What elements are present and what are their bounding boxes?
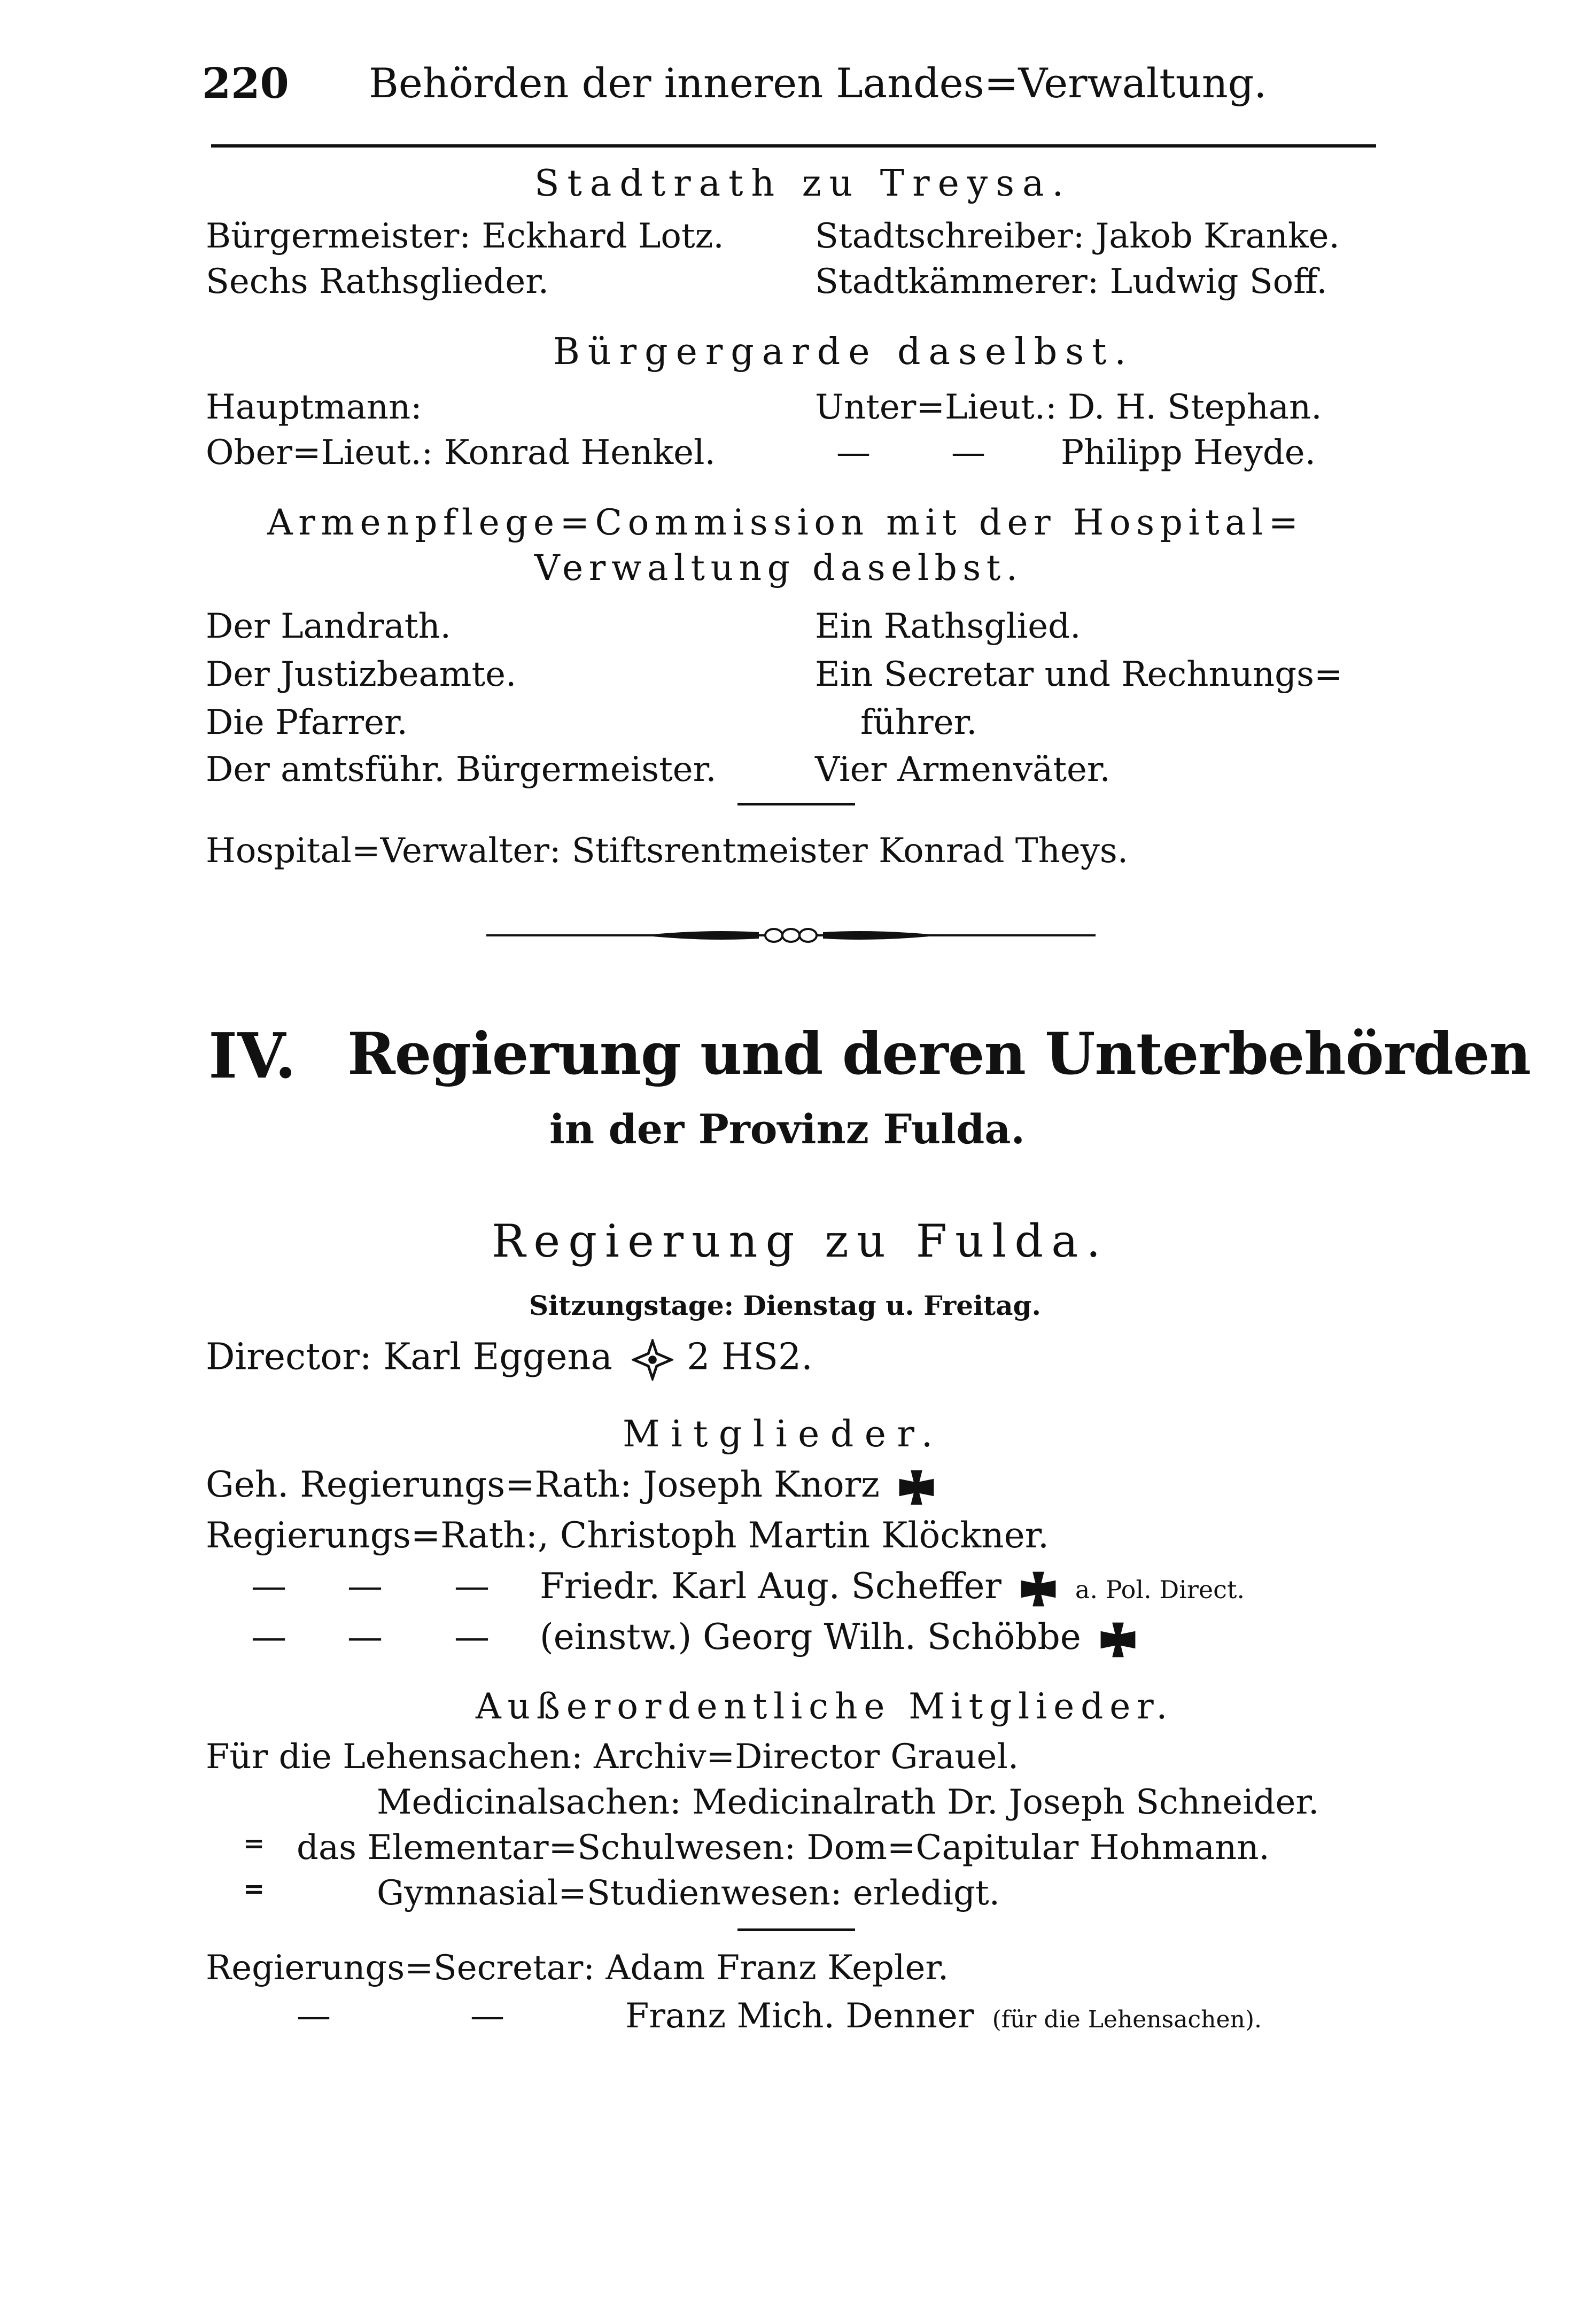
running-title: Behörden der inneren Landes=Verwaltung.	[369, 59, 1267, 107]
sitzungstage-line: Sitzungstage: Dienstag u. Freitag.	[529, 1290, 1041, 1321]
buergermeister-line: Bürgermeister: Eckhard Lotz.	[206, 216, 724, 256]
armenpflege-right-1: Ein Secretar und Rechnungs=	[815, 655, 1343, 694]
director-orders: 2 HS2.	[687, 1336, 813, 1378]
rathsglieder-line: Sechs Rathsglieder.	[206, 262, 549, 301]
scheffer-line	[540, 1566, 1245, 1608]
armenpflege-right-3: Vier Armenväter.	[815, 750, 1111, 789]
director-label: Director: Karl Eggena	[206, 1336, 612, 1378]
ditto-dash: —	[454, 1566, 490, 1607]
stadtkaemmerer-line: Stadtkämmerer: Ludwig Soff.	[815, 262, 1327, 301]
iron-cross-icon	[1019, 1570, 1058, 1608]
buergergarde-title: Bürgergarde daselbst.	[553, 331, 1134, 373]
gymnasial-line: Gymnasial=Studienwesen: erledigt.	[377, 1873, 1000, 1913]
ditto-dash: —	[251, 1616, 286, 1657]
regierungsrath-line: Regierungs=Rath:, Christoph Martin Klöckner.	[206, 1515, 1050, 1556]
hauptmann-line: Hauptmann:	[206, 388, 422, 427]
schoebbe-text: (einstw.) Georg Wilh. Schöbbe	[540, 1616, 1081, 1657]
armenpflege-right-2: führer.	[860, 703, 977, 742]
ditto-dash: —	[347, 1566, 383, 1607]
geh-rath-text: Geh. Regierungs=Rath: Joseph Knorz	[206, 1464, 880, 1505]
ausserordentliche-title: Außerordentliche Mitglieder.	[476, 1686, 1174, 1727]
ober-lieut-line: Ober=Lieut.: Konrad Henkel.	[206, 433, 716, 472]
unter-lieut-line: Unter=Lieut.: D. H. Stephan.	[815, 388, 1322, 427]
page-number: 220	[202, 59, 289, 108]
ditto-dash: —	[470, 1996, 504, 2036]
philipp-line: Philipp Heyde.	[1061, 433, 1316, 472]
ditto-dash: —	[347, 1616, 383, 1657]
section-numeral: IV.	[208, 1020, 297, 1093]
denner-name: Franz Mich. Denner	[625, 1996, 974, 2036]
denner-note: (für die Lehensachen).	[992, 2006, 1262, 2033]
armenpflege-title-1: Armenpflege=Commission mit der Hospital=	[267, 502, 1304, 543]
short-rule	[737, 1928, 855, 1931]
ditto-mark: =	[243, 1874, 265, 1904]
short-rule	[737, 803, 855, 805]
iron-cross-icon	[897, 1468, 936, 1507]
armenpflege-left-3: Der amtsführ. Bürgermeister.	[206, 750, 717, 789]
geh-rath-line	[206, 1464, 936, 1507]
stadtrath-title: Stadtrath zu Treysa.	[534, 162, 1072, 205]
scheffer-text: Friedr. Karl Aug. Scheffer	[540, 1566, 1001, 1607]
armenpflege-right-0: Ein Rathsglied.	[815, 607, 1081, 646]
section-subheading: in der Provinz Fulda.	[549, 1105, 1025, 1153]
stadtschreiber-line: Stadtschreiber: Jakob Kranke.	[815, 216, 1340, 256]
armenpflege-left-2: Die Pfarrer.	[206, 703, 408, 742]
ditto-dash: —	[297, 1996, 331, 2036]
pol-direct-text: a. Pol. Direct.	[1075, 1575, 1245, 1604]
mitglieder-title: Mitglieder.	[623, 1413, 944, 1455]
armenpflege-title-2: Verwaltung daselbst.	[534, 547, 1023, 588]
armenpflege-left-1: Der Justizbeamte.	[206, 655, 517, 694]
ditto-dash: —	[251, 1566, 286, 1607]
section-heading: Regierung und deren Unterbehörden	[347, 1020, 1531, 1088]
lehensachen-line: Für die Lehensachen: Archiv=Director Grauel.	[206, 1737, 1019, 1777]
header-rule	[211, 144, 1376, 148]
ornamental-divider	[481, 925, 1101, 946]
director-line	[206, 1336, 813, 1381]
armenpflege-left-0: Der Landrath.	[206, 607, 451, 646]
schoebbe-line	[540, 1616, 1137, 1659]
ditto-dash: —	[454, 1616, 490, 1657]
elementar-line: das Elementar=Schulwesen: Dom=Capitular Hohmann.	[297, 1828, 1270, 1868]
ditto-dash: —	[951, 433, 985, 472]
hospital-verwalter-line: Hospital=Verwalter: Stiftsrentmeister Konrad Theys.	[206, 831, 1129, 871]
ditto-mark: =	[243, 1829, 265, 1858]
regierung-title: Regierung zu Fulda.	[492, 1215, 1109, 1267]
secretar-line: Regierungs=Secretar: Adam Franz Kepler.	[206, 1948, 949, 1988]
iron-cross-icon	[1099, 1621, 1137, 1659]
medicinal-line: Medicinalsachen: Medicinalrath Dr. Joseph Schneider.	[377, 1783, 1319, 1822]
ditto-dash: —	[836, 433, 871, 472]
denner-line	[625, 1996, 1262, 2036]
order-cross-icon	[632, 1339, 673, 1381]
